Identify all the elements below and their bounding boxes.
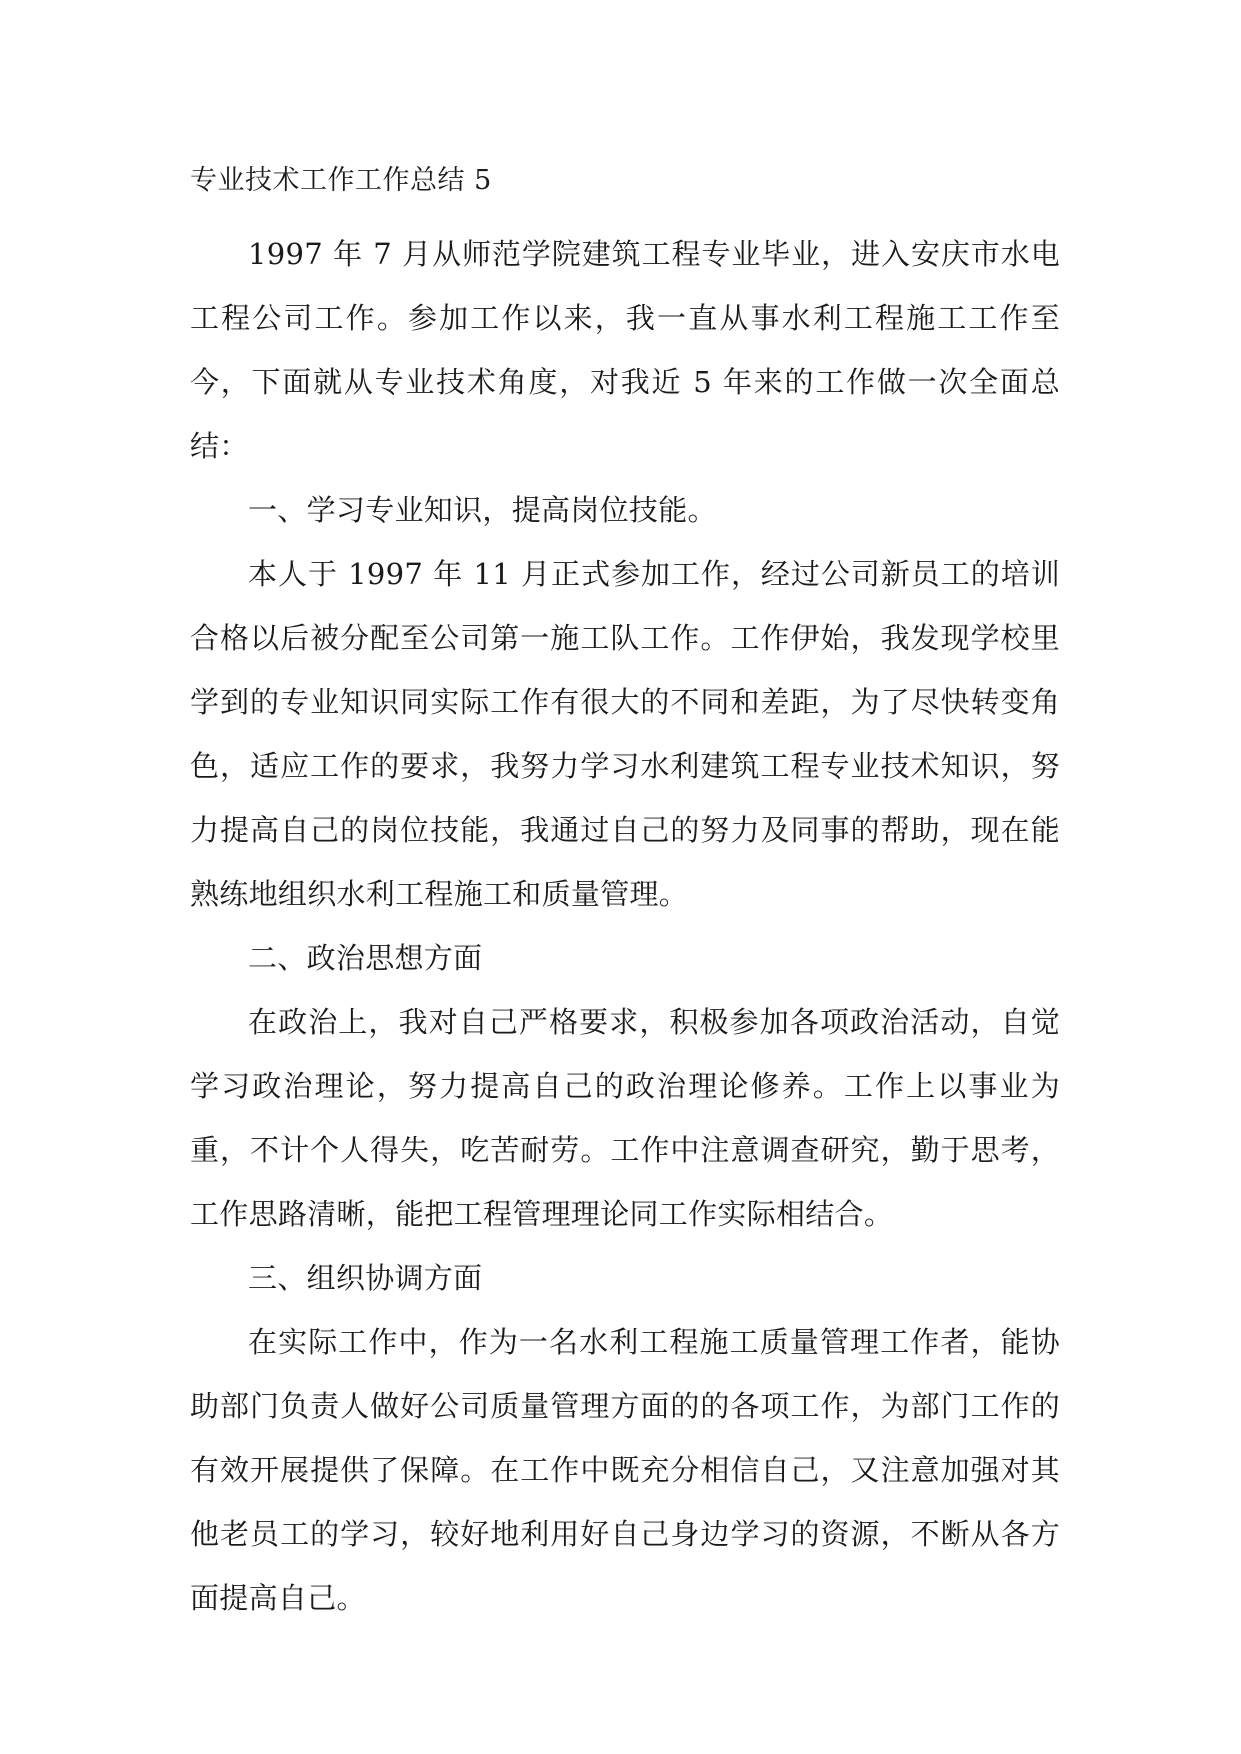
section-body-2: 在政治上，我对自己严格要求，积极参加各项政治活动，自觉学习政治理论，努力提高自己的政治理论修养。工作上以事业为重，不计个人得失，吃苦耐劳。工作中注意调查研究，勤于思考，工作思路清晰，能把工程管理理论同工作实际相结合。: [190, 1005, 1060, 1231]
section-heading-1: 一、学习专业知识，提高岗位技能。: [248, 493, 717, 527]
intro-paragraph: 1997 年 7 月从师范学院建筑工程专业毕业，进入安庆市水电工程公司工作。参加工作以来，我一直从事水利工程施工工作至今，下面就从专业技术角度，对我近 5 年来的工作做一次全面总结：: [190, 237, 1060, 463]
document-title: 专业技术工作工作总结 5: [190, 165, 492, 196]
section-heading-2: 二、政治思想方面: [248, 941, 483, 975]
document-page: [190, 162, 1060, 1630]
section-body-3: 在实际工作中，作为一名水利工程施工质量管理工作者，能协助部门负责人做好公司质量管理方面的的各项工作，为部门工作的有效开展提供了保障。在工作中既充分相信自己，又注意加强对其他老员工的学习，较好地利用好自己身边学习的资源，不断从各方面提高自己。: [190, 1325, 1060, 1615]
section-body-1: 本人于 1997 年 11 月正式参加工作，经过公司新员工的培训合格以后被分配至公司第一施工队工作。工作伊始，我发现学校里学到的专业知识同实际工作有很大的不同和差距，为了尽快转变角色，适应工作的要求，我努力学习水利建筑工程专业技术知识，努力提高自己的岗位技能，我通过自己的努力及同事的帮助，现在能熟练地组织水利工程施工和质量管理。: [190, 557, 1060, 911]
section-heading-3: 三、组织协调方面: [248, 1261, 483, 1295]
